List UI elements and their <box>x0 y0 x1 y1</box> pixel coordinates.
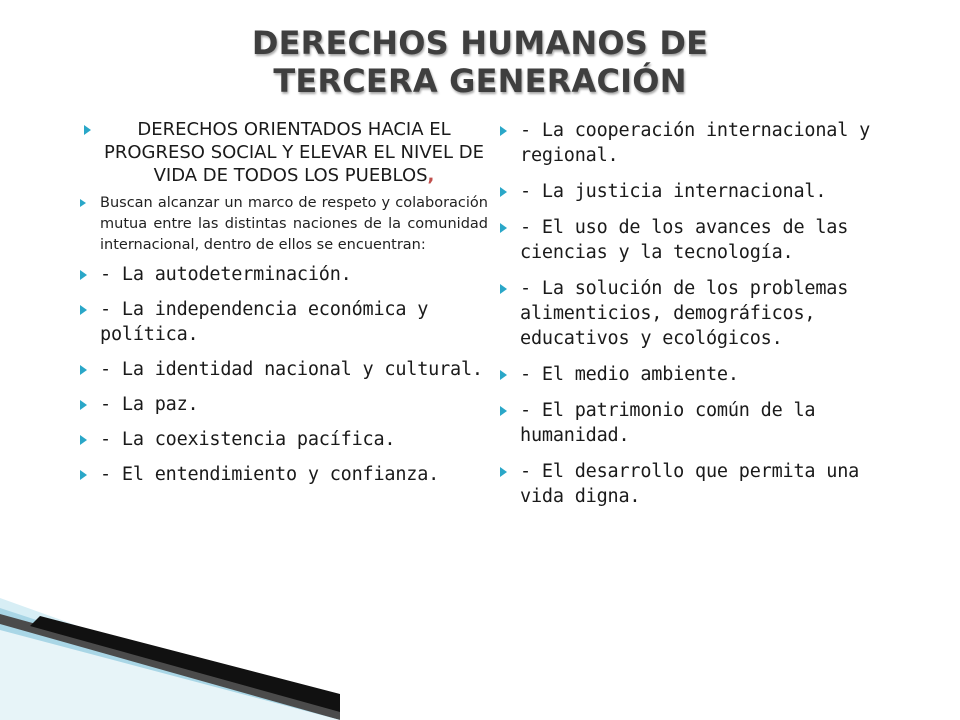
bullet-arrow-icon <box>80 199 86 207</box>
list-item-text: - El entendimiento y confianza. <box>100 464 440 485</box>
list-item <box>498 459 898 509</box>
title-line-2: TERCERA GENERACIÓN <box>273 62 687 100</box>
left-heading <box>78 118 488 187</box>
slide-title <box>190 24 770 100</box>
list-item-text: - La paz. <box>100 394 199 415</box>
list-item-text: - El desarrollo que permita una vida digna. <box>520 461 860 507</box>
bullet-arrow-icon <box>500 406 507 416</box>
bullet-arrow-icon <box>80 435 87 445</box>
list-item-text: - El patrimonio común de la humanidad. <box>520 400 816 446</box>
bullet-arrow-icon <box>500 187 507 197</box>
list-item-text: - La coexistencia pacífica. <box>100 429 396 450</box>
bullet-arrow-icon <box>80 305 87 315</box>
bullet-arrow-icon <box>500 467 507 477</box>
list-item-text: - La justicia internacional. <box>520 181 827 202</box>
bullet-arrow-icon <box>80 365 87 375</box>
list-item <box>78 392 488 417</box>
list-item-text: - La independencia económica y política. <box>100 299 429 345</box>
list-item <box>498 276 898 351</box>
bullet-arrow-icon <box>80 400 87 410</box>
ribbon-bottom-fill <box>0 630 340 720</box>
heading-comma: , <box>427 165 435 186</box>
intro-text: Buscan alcanzar un marco de respeto y colaboración mutua entre las distintas naciones de la comunidad internacional, dentro de ellos se encuentran: <box>100 195 488 253</box>
heading-text: DERECHOS ORIENTADOS HACIA EL PROGRESO SOCIAL Y ELEVAR EL NIVEL DE VIDA DE TODOS LOS PUEBLOS <box>104 119 484 186</box>
list-item-text: - La identidad nacional y cultural. <box>100 359 483 380</box>
intro-paragraph <box>78 193 488 256</box>
bullet-arrow-icon <box>500 284 507 294</box>
bullet-arrow-icon <box>84 125 91 135</box>
list-item-text: - La autodeterminación. <box>100 264 352 285</box>
decorative-ribbon <box>0 590 340 720</box>
list-item <box>498 398 898 448</box>
bullet-arrow-icon <box>500 126 507 136</box>
list-item <box>78 462 488 487</box>
bullet-arrow-icon <box>500 370 507 380</box>
bullet-arrow-icon <box>500 223 507 233</box>
list-item-text: - La solución de los problemas alimenticios, demográficos, educativos y ecológicos. <box>520 278 849 349</box>
list-item <box>498 179 898 204</box>
right-column <box>498 118 898 520</box>
list-item-text: - El medio ambiente. <box>520 364 739 385</box>
list-item <box>78 297 488 347</box>
bullet-arrow-icon <box>80 470 87 480</box>
list-item <box>498 118 898 168</box>
list-item <box>498 215 898 265</box>
list-item <box>78 357 488 382</box>
list-item <box>498 362 898 387</box>
left-column <box>78 118 488 497</box>
list-item-text: - La cooperación internacional y regional. <box>520 120 871 166</box>
bullet-arrow-icon <box>80 270 87 280</box>
list-item <box>78 262 488 287</box>
list-item <box>78 427 488 452</box>
list-item-text: - El uso de los avances de las ciencias y la tecnología. <box>520 217 849 263</box>
title-line-1: DERECHOS HUMANOS DE <box>251 24 709 62</box>
